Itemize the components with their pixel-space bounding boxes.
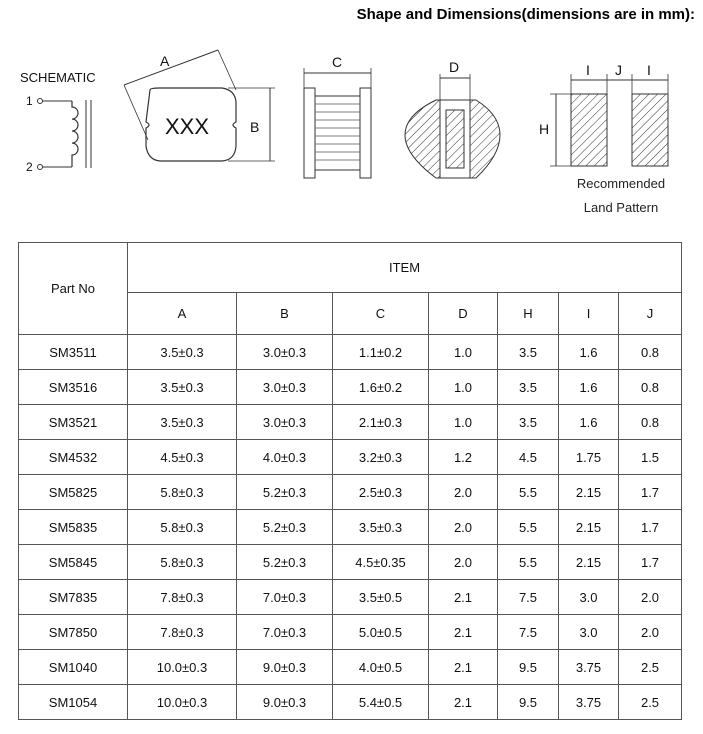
table-row — [19, 650, 682, 685]
table-cell: 2.15 — [559, 510, 619, 545]
table-cell: 3.5 — [498, 335, 559, 370]
table-row — [19, 440, 682, 475]
dimension-b-label: B — [250, 119, 260, 135]
table-cell: 4.0±0.5 — [333, 650, 429, 685]
part-no-header: Part No — [19, 243, 128, 335]
part-no-cell: SM3511 — [19, 335, 128, 370]
column-header-h: H — [498, 293, 559, 335]
table-cell: 1.6 — [559, 370, 619, 405]
table-cell: 4.0±0.3 — [237, 440, 333, 475]
table-cell: 9.0±0.3 — [237, 685, 333, 720]
dimension-j-label: J — [615, 62, 622, 78]
table-cell: 7.0±0.3 — [237, 580, 333, 615]
table-cell: 3.0±0.3 — [237, 335, 333, 370]
table-row — [19, 475, 682, 510]
dimension-i-left-label: I — [586, 62, 590, 78]
column-header-c: C — [333, 293, 429, 335]
table-cell: 5.2±0.3 — [237, 475, 333, 510]
table-cell: 9.5 — [498, 650, 559, 685]
table-cell: 3.2±0.3 — [333, 440, 429, 475]
table-cell: 7.5 — [498, 580, 559, 615]
pin1-terminal — [38, 99, 43, 104]
table-cell: 2.1 — [429, 615, 498, 650]
table-cell: 10.0±0.3 — [128, 650, 237, 685]
table-cell: 5.5 — [498, 475, 559, 510]
part-no-cell: SM5835 — [19, 510, 128, 545]
table-cell: 9.5 — [498, 685, 559, 720]
side-view-drawing — [304, 54, 371, 178]
pin1-label: 1 — [26, 94, 33, 108]
table-row — [19, 580, 682, 615]
table-row — [19, 335, 682, 370]
table-cell: 1.7 — [619, 510, 682, 545]
table-cell: 3.5 — [498, 405, 559, 440]
land-pattern-caption-line1: Recommended — [576, 176, 666, 191]
table-cell: 1.5 — [619, 440, 682, 475]
table-cell: 1.0 — [429, 335, 498, 370]
column-header-a: A — [128, 293, 237, 335]
table-cell: 0.8 — [619, 335, 682, 370]
table-cell: 9.0±0.3 — [237, 650, 333, 685]
land-pattern-caption-line2: Land Pattern — [583, 200, 659, 215]
column-header-b: B — [237, 293, 333, 335]
winding-body — [315, 96, 360, 170]
table-cell: 7.8±0.3 — [128, 580, 237, 615]
table-cell: 1.1±0.2 — [333, 335, 429, 370]
table-cell: 10.0±0.3 — [128, 685, 237, 720]
table-cell: 1.0 — [429, 405, 498, 440]
table-cell: 5.5 — [498, 545, 559, 580]
top-view-drawing — [124, 50, 275, 161]
part-no-cell: SM1054 — [19, 685, 128, 720]
dimensions-table — [18, 242, 682, 720]
table-cell: 7.8±0.3 — [128, 615, 237, 650]
item-header: ITEM — [128, 243, 682, 293]
table-cell: 3.5±0.3 — [128, 405, 237, 440]
pin2-label: 2 — [26, 160, 33, 174]
table-cell: 2.1 — [429, 580, 498, 615]
table-cell: 5.5 — [498, 510, 559, 545]
table-cell: 2.15 — [559, 475, 619, 510]
table-cell: 5.0±0.5 — [333, 615, 429, 650]
table-cell: 3.5 — [498, 370, 559, 405]
table-cell: 1.6±0.2 — [333, 370, 429, 405]
dimension-i-right-label: I — [647, 62, 651, 78]
table-row — [19, 545, 682, 580]
table-cell: 7.0±0.3 — [237, 615, 333, 650]
table-cell: 3.5±0.3 — [333, 510, 429, 545]
table-cell: 2.15 — [559, 545, 619, 580]
dimension-d-label: D — [449, 59, 460, 75]
section-view-drawing — [405, 59, 500, 178]
coil-winding — [72, 101, 78, 167]
table-cell: 1.2 — [429, 440, 498, 475]
table-cell: 2.0 — [619, 615, 682, 650]
part-no-cell: SM5825 — [19, 475, 128, 510]
table-cell: 2.0 — [619, 580, 682, 615]
table-cell: 3.0 — [559, 580, 619, 615]
table-cell: 3.75 — [559, 650, 619, 685]
table-row — [19, 370, 682, 405]
table-cell: 3.0 — [559, 615, 619, 650]
dimension-a-label: A — [160, 53, 170, 69]
table-cell: 4.5±0.35 — [333, 545, 429, 580]
table-cell: 2.5±0.3 — [333, 475, 429, 510]
table-cell: 2.5 — [619, 685, 682, 720]
table-cell: 4.5±0.3 — [128, 440, 237, 475]
table-cell: 5.2±0.3 — [237, 545, 333, 580]
part-no-cell: SM5845 — [19, 545, 128, 580]
table-cell: 5.8±0.3 — [128, 475, 237, 510]
column-header-j: J — [619, 293, 682, 335]
table-cell: 3.5±0.3 — [128, 370, 237, 405]
part-no-cell: SM1040 — [19, 650, 128, 685]
schematic-diagram — [20, 70, 96, 174]
table-cell: 2.1 — [429, 650, 498, 685]
page-title: Shape and Dimensions(dimensions are in mm): — [356, 6, 695, 23]
table-cell: 1.6 — [559, 335, 619, 370]
schematic-label: SCHEMATIC — [20, 70, 96, 85]
table-cell: 2.0 — [429, 475, 498, 510]
part-no-cell: SM4532 — [19, 440, 128, 475]
table-cell: 2.1±0.3 — [333, 405, 429, 440]
table-row — [19, 405, 682, 440]
table-cell: 7.5 — [498, 615, 559, 650]
dimension-h-label: H — [539, 121, 550, 137]
table-cell: 5.4±0.5 — [333, 685, 429, 720]
column-header-i: I — [559, 293, 619, 335]
table-cell: 5.8±0.3 — [128, 510, 237, 545]
table-cell: 3.0±0.3 — [237, 370, 333, 405]
table-cell: 1.75 — [559, 440, 619, 475]
table-cell: 1.0 — [429, 370, 498, 405]
table-cell: 1.7 — [619, 545, 682, 580]
part-no-cell: SM7835 — [19, 580, 128, 615]
part-no-cell: SM7850 — [19, 615, 128, 650]
table-row — [19, 615, 682, 650]
land-pad-right — [632, 94, 668, 166]
column-header-d: D — [429, 293, 498, 335]
dimension-c-label: C — [332, 54, 343, 70]
table-cell: 3.75 — [559, 685, 619, 720]
pin2-terminal — [38, 165, 43, 170]
table-cell: 1.7 — [619, 475, 682, 510]
table-cell: 2.0 — [429, 510, 498, 545]
land-pattern-drawing — [539, 62, 668, 166]
table-cell: 5.2±0.3 — [237, 510, 333, 545]
table-cell: 3.5±0.3 — [128, 335, 237, 370]
table-cell: 1.6 — [559, 405, 619, 440]
table-cell: 3.5±0.5 — [333, 580, 429, 615]
table-cell: 2.5 — [619, 650, 682, 685]
table-cell: 2.0 — [429, 545, 498, 580]
table-cell: 0.8 — [619, 405, 682, 440]
part-no-cell: SM3521 — [19, 405, 128, 440]
table-row — [19, 510, 682, 545]
table-cell: 0.8 — [619, 370, 682, 405]
part-marking: XXX — [165, 114, 210, 139]
table-row — [19, 685, 682, 720]
land-pad-left — [571, 94, 607, 166]
table-cell: 4.5 — [498, 440, 559, 475]
table-cell: 3.0±0.3 — [237, 405, 333, 440]
part-no-cell: SM3516 — [19, 370, 128, 405]
table-cell: 5.8±0.3 — [128, 545, 237, 580]
table-cell: 2.1 — [429, 685, 498, 720]
